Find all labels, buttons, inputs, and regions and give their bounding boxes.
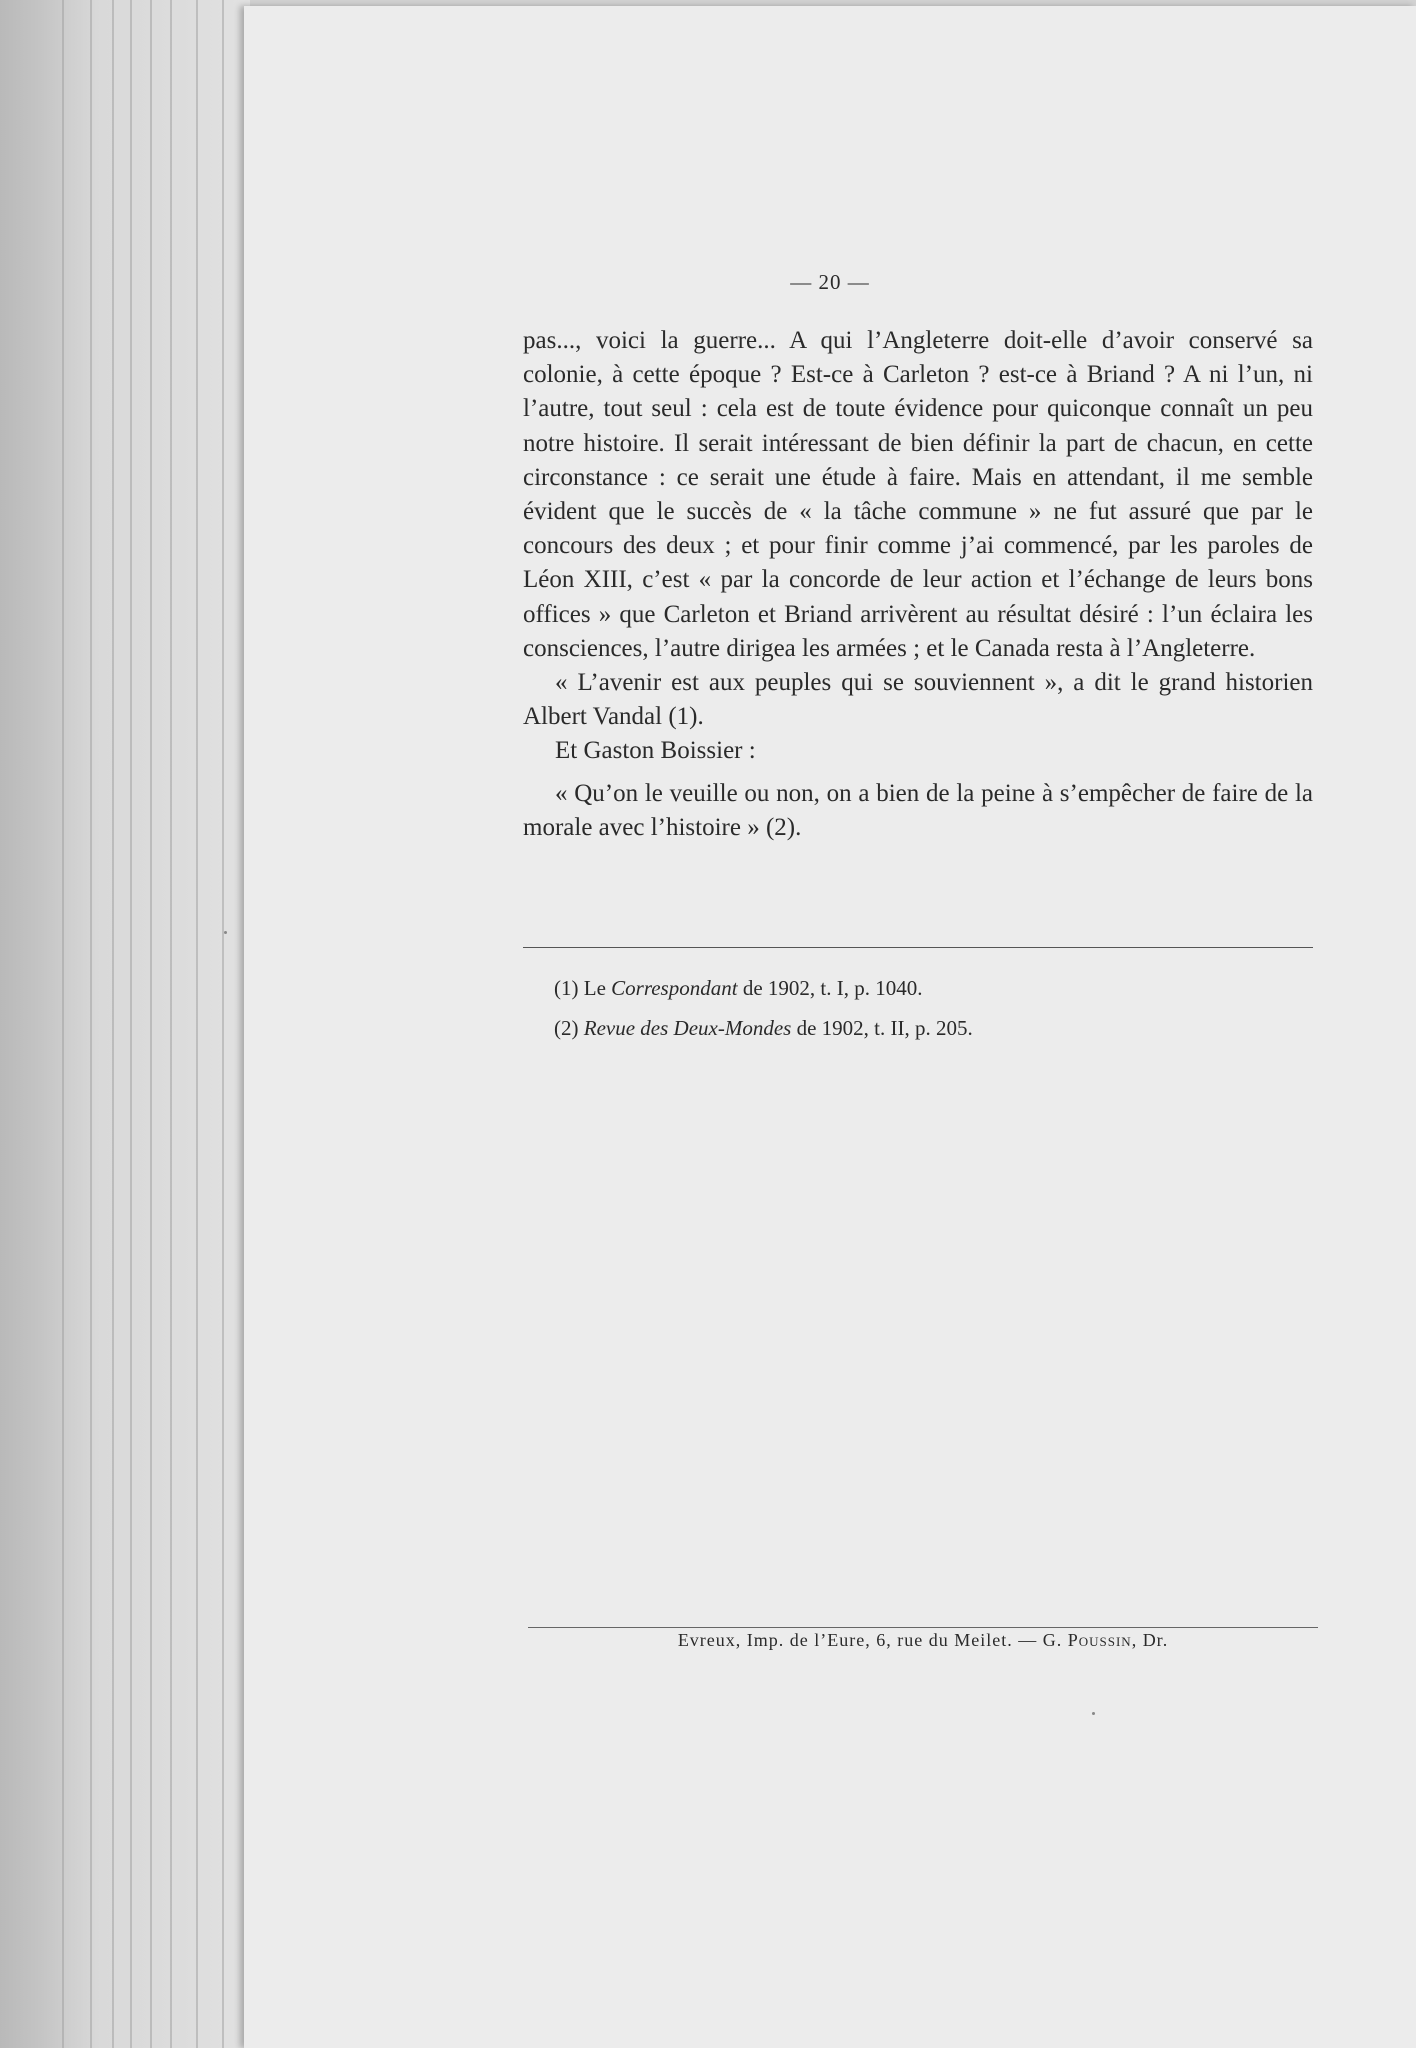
- page-edge-line: [130, 0, 132, 2048]
- body-text: [523, 324, 1313, 845]
- page-edge-line: [196, 0, 198, 2048]
- footnote-reference: de 1902, t. II, p. 205.: [796, 1016, 973, 1040]
- paragraph: « Qu’on le veuille ou non, on a bien de la peine à s’empêcher de faire de la morale avec l’histoire » (2).: [523, 779, 1313, 841]
- page-edge-line: [222, 0, 224, 2048]
- page-edge-line: [170, 0, 172, 2048]
- page-edge-line: [112, 0, 114, 2048]
- imprint-name: Poussin: [1067, 1630, 1132, 1650]
- footnote-divider: [523, 947, 1313, 948]
- footnotes: [554, 968, 1314, 1048]
- paragraph: pas..., voici la guerre... A qui l’Angleterre doit-elle d’avoir conservé sa colonie, à cette époque ? Est-ce à Carleton ? est-ce à Briand ? A ni l’un, ni l’autre, tout seul : cela est de toute évidence pour quiconque connaît un peu notre histoire. Il serait intéressant de bien définir la part de chacun, en cette circonstance : ce serait une étude à faire. Mais en attendant, il me semble évident que le succès de « la tâche commune » ne fut assuré que par le concours des deux ; et pour finir comme j’ai commencé, par les paroles de Léon XIII, c’est « par la concorde de leur action et l’échange de leurs bons offices » que Carleton et Briand arrivèrent au résultat désiré : l’un éclaira les consciences, l’autre dirigea les armées ; et le Canada resta à l’Angleterre.: [523, 327, 1313, 662]
- footnote-reference: de 1902, t. I, p. 1040.: [742, 976, 923, 1000]
- imprint-text: Evreux, Imp. de l’Eure, 6, rue du Meilet. — G.: [677, 1630, 1063, 1650]
- footnote-title: Revue des Deux-Mondes: [583, 1016, 792, 1040]
- scanned-page: [244, 6, 1416, 2048]
- footnote: [554, 968, 1314, 1008]
- page-number: — 20 —: [790, 270, 870, 294]
- imprint-divider: [528, 1627, 1318, 1628]
- page-stack-edges: [0, 0, 250, 2048]
- footnote-number: (1): [554, 976, 579, 1000]
- imprint-suffix: , Dr.: [1131, 1630, 1169, 1650]
- footnote-title: Correspondant: [611, 976, 738, 1000]
- paragraph: « L’avenir est aux peuples qui se souviennent », a dit le grand historien Albert Vandal (1).: [523, 669, 1313, 731]
- page-edge-line: [90, 0, 92, 2048]
- footnote: [554, 1008, 1314, 1048]
- scan-speck: [1092, 1712, 1095, 1715]
- paragraph: Et Gaston Boissier :: [555, 737, 756, 765]
- footnote-number: (2): [554, 1016, 579, 1040]
- scan-speck: [224, 931, 227, 934]
- footnote-prefix: Le: [583, 976, 606, 1000]
- page-edge-line: [62, 0, 64, 2048]
- page-edge-line: [150, 0, 152, 2048]
- printer-imprint: [528, 1630, 1318, 1651]
